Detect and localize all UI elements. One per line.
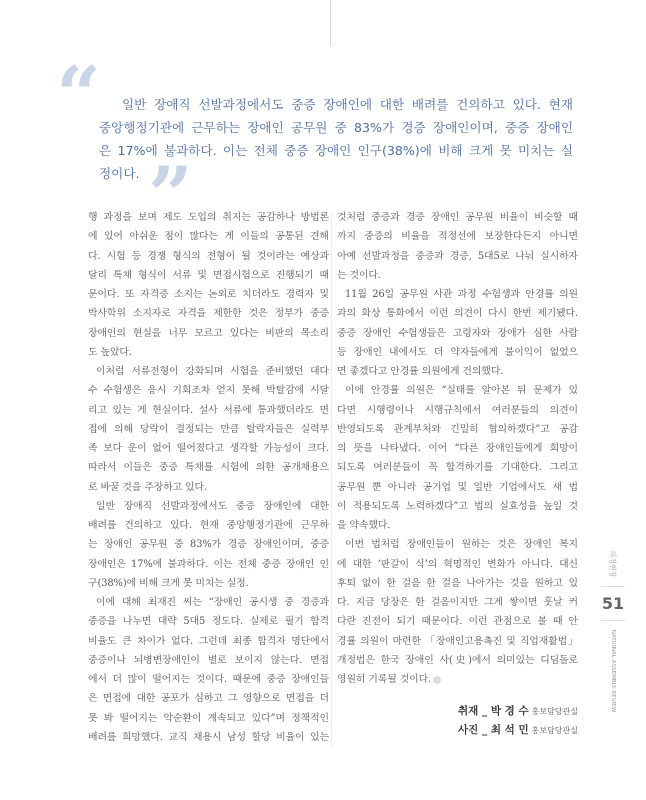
- pull-quote-line: 일반 장애직 선발과정에서도 중증 장애인에 대한 배려를 건의하고 있다. 현재: [122, 97, 573, 112]
- body-text-line: 11월 26일 공무원 사관 과정 수험생과 안경률 의원: [345, 289, 578, 300]
- body-text-line: 을 약속했다.: [337, 520, 391, 531]
- body-text-line: 등 장애인 내에서도 더 약자들에게 불이익이 없었으: [337, 346, 578, 358]
- body-text-line: 배려를 희망했다. 교직 채용시 남성 할당 비율이 있는: [88, 731, 329, 743]
- credit-role: 사진 _ 최 석 민: [458, 724, 529, 736]
- body-column-right: [337, 208, 578, 689]
- page-number: 51: [601, 594, 625, 613]
- body-text-line: 배려를 건의하고 있다. 현재 중앙행정기관에 근무하: [88, 520, 329, 531]
- body-text-line: 족 보다 운이 없어 떨어졌다고 생각할 가능성이 크다.: [88, 443, 329, 454]
- body-text-line: 장애인의 현실을 너무 모르고 있다는 비판의 목소리: [88, 327, 329, 339]
- pull-quote-line: 은 17%에 불과하다. 이는 전체 중증 장애인 인구(38%)에 비해 크게 못 미치는 실: [99, 143, 573, 158]
- body-text-line: 반영되도록 관계부처와 긴밀히 협의하겠다”고 공감: [337, 423, 578, 435]
- body-text-line: 수 수험생은 응시 기회조차 얻지 못해 박탈감에 시달: [88, 385, 329, 397]
- body-text-line: 못 봐 떨어지는 악순환이 계속되고 있다”며 정책적인: [88, 712, 329, 724]
- credit-role: 취재 _ 박 경 수: [458, 705, 529, 717]
- body-text-line: 접에 의해 당락이 결정되는 만큼 탈락자들은 실력부: [88, 423, 329, 435]
- magazine-name-text: NATIONAL ASSEMBLY REVIEW: [610, 629, 616, 713]
- body-text-line: 영원히 기록될 것이다.: [337, 670, 578, 689]
- body-text-line: 에 대한 ‘판갈이 식’의 혁명적인 변화가 아니다. 대신: [337, 558, 578, 570]
- section-label-text: 의정현장: [609, 550, 617, 578]
- body-text-line: 달리 특채 형식이 서류 및 면접시험으로 진행되기 때: [88, 269, 329, 281]
- body-text-line: 이처럼 서류전형이 강화되며 시험을 준비했던 대다: [96, 366, 329, 377]
- sidebar-divider: [601, 586, 625, 587]
- body-text-line: 다란 진전이 되기 때문이다. 이런 관점으로 볼 때 안: [337, 616, 578, 628]
- body-text-line: 개정법은 한국 장애인 사(史)에서 의미있는 디딤돌로: [337, 654, 578, 666]
- body-text-line: 도 높았다.: [88, 346, 132, 358]
- body-text-line: 의 뜻을 나타냈다. 이어 “다른 장애인들에게 희망이: [337, 443, 578, 454]
- body-text-line: 은 면접에 대한 공포가 심하고 그 영향으로 면접을 더: [88, 693, 329, 705]
- pull-quote-line: 중앙행정기관에 근무하는 장애인 공무원 중 83%가 경증 장애인이며, 중증 장애인: [99, 120, 573, 135]
- body-text-line: 이에 안경률 의원은 “실태를 알아본 뒤 문제가 있: [345, 385, 578, 397]
- body-column-left: [88, 208, 329, 747]
- section-label: [598, 548, 628, 580]
- credit-photographer: [458, 721, 578, 740]
- credit-dept: 홍보담당관실: [531, 726, 578, 735]
- body-text-line: 중증이나 뇌병변장애인이 별로 보이지 않는다. 면접: [88, 654, 329, 666]
- credit-dept: 홍보담당관실: [531, 707, 578, 716]
- body-text-line: 구(38%)에 비해 크게 못 미치는 실정.: [88, 577, 249, 589]
- body-text-line: 다. 시험 등 경쟁 형식의 전형이 될 것이라는 예상과: [88, 250, 329, 262]
- body-text-line: 로 바꿀 것을 주장하고 있다.: [88, 481, 208, 493]
- sidebar-divider: [601, 620, 625, 621]
- body-text-line: 이에 대해 최재진 씨는 “장애인 공시생 중 경증과: [96, 597, 329, 608]
- end-mark-icon: [433, 676, 441, 684]
- body-text-line: 는 장애인 공무원 중 83%가 경증 장애인이며, 중증: [88, 539, 329, 551]
- body-text-line: 이 적용되도록 노력하겠다”고 법의 실효성을 높일 것: [337, 500, 578, 512]
- body-text-line: 후퇴 없이 한 걸음 한 걸음 나아가는 것을 원하고 있: [337, 577, 578, 589]
- body-text-line: 중증 장애인 수험생들은 고령자와 장애가 심한 사람: [337, 327, 578, 339]
- close-quote-mark-icon: ”: [148, 150, 193, 241]
- body-text-line: 것처럼 중증과 경증 장애인 공무원 비율이 비슷할 때: [337, 212, 578, 223]
- top-divider: [330, 0, 331, 46]
- credits: [458, 702, 578, 740]
- body-text-line: 다. 지금 당장은 한 걸음이지만 그게 쌓이면 훗날 커: [337, 597, 578, 608]
- body-text-line: 과의 화상 통화에서 이런 의견이 다시 한번 제기됐다.: [337, 308, 578, 320]
- body-text-line: 비율도 큰 차이가 없다. 그런데 최종 합격자 명단에서: [88, 635, 329, 647]
- open-quote-mark-icon: “: [56, 50, 101, 141]
- body-text-line: 면 좋겠다고 안경률 의원에게 건의했다.: [337, 366, 504, 377]
- column-divider: [331, 212, 332, 747]
- body-text-line: 는 것이다.: [337, 269, 381, 281]
- body-text-line: 아예 선발과정을 중증과 경증, 5대5로 나눠 실시하자: [337, 250, 578, 262]
- body-text-line: 중증을 나누면 대략 5대5 정도다. 실제로 필기 합격: [88, 616, 329, 628]
- body-text-line: 따라서 이들은 중증 특채를 시험에 의한 공개채용으: [88, 462, 329, 474]
- credit-reporter: [458, 702, 578, 721]
- body-text-line: 까지 중증의 비율을 적정선에 보장한다든지 아니면: [337, 231, 578, 243]
- body-text-line: 되도록 여러분들이 꼭 합격하기를 기대한다. 그리고: [337, 462, 578, 474]
- body-text-line: 문이다. 또 자격증 소지는 논외로 치더라도 경력자 및: [88, 289, 329, 300]
- body-text-line: 다면 시행령이나 시행규칙에서 여러분들의 의견이: [337, 404, 578, 416]
- body-text-line: 에서 더 많이 떨어지는 것이다. 때문에 중증 장애인들: [88, 674, 329, 685]
- body-text-line: 박사학위 소지자로 자격을 제한한 것은 정부가 중증: [88, 308, 329, 320]
- body-text-line: 장애인은 17%에 불과하다. 이는 전체 중증 장애인 인: [88, 558, 329, 570]
- body-text-line: 리고 있는 게 현실이다. 설사 서류에 통과했더라도 면: [88, 404, 329, 416]
- pull-quote-line: 정이다.: [99, 166, 140, 181]
- body-text-line: 경률 의원이 마련한 「장애인고용촉진 및 직업재활법」: [337, 635, 578, 647]
- body-text-line: 에 있어 아쉬운 점이 많다는 게 이들의 공통된 견해: [88, 231, 329, 243]
- body-text-line: 공무원 뿐 아니라 공기업 및 일반 기업에서도 새 법: [337, 481, 578, 493]
- body-text-line: 행 과정을 보며 제도 도입의 취지는 공감하나 방법론: [88, 212, 329, 223]
- body-text-line: 이번 법처럼 장애인들이 원하는 것은 장애인 복지: [345, 539, 578, 551]
- body-text-line: 일반 장애직 선발과정에서도 중증 장애인에 대한: [96, 500, 329, 512]
